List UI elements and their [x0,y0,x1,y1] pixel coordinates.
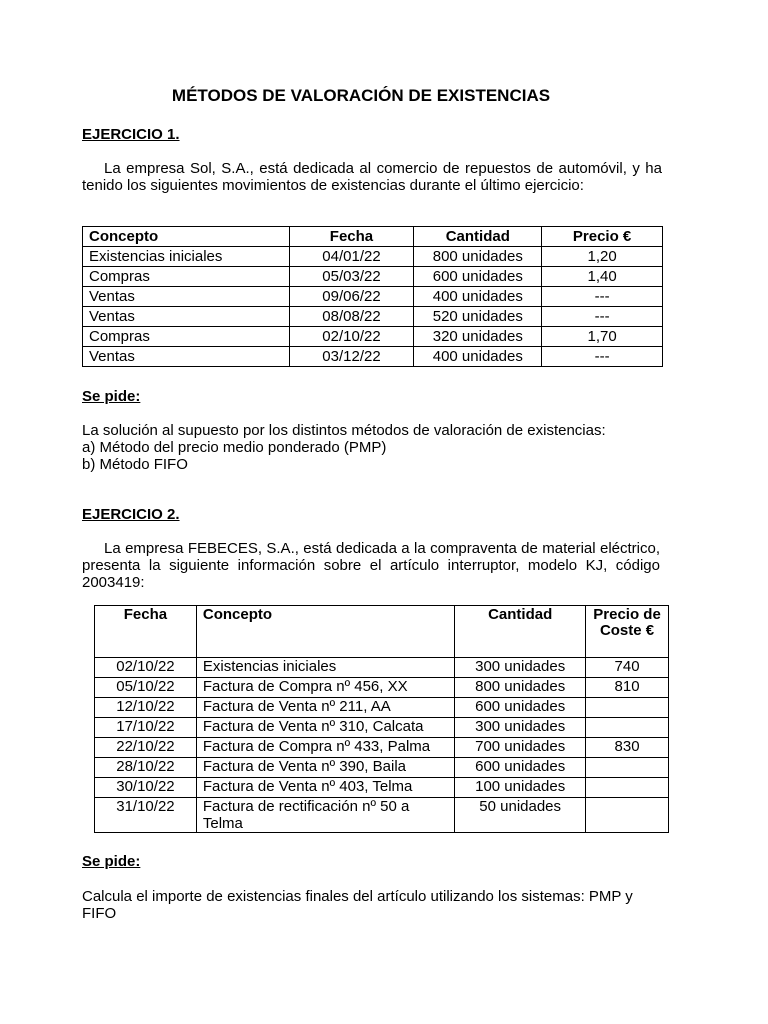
table-cell: --- [542,287,663,307]
column-header: Concepto [196,606,454,658]
table-cell: 02/10/22 [289,327,414,347]
task-line: La solución al supuesto por los distintos métodos de valoración de existencias: [82,422,606,439]
column-header: Precio de Coste € [586,606,669,658]
column-header: Concepto [83,227,290,247]
table-header-row [95,606,669,658]
table-cell: 04/01/22 [289,247,414,267]
table-cell [586,698,669,718]
table-cell: 28/10/22 [95,758,197,778]
table-cell: Factura de Venta nº 390, Baila [196,758,454,778]
table-row [83,347,663,367]
table-cell: 05/03/22 [289,267,414,287]
table-cell: Factura de Venta nº 211, AA [196,698,454,718]
table-row [83,287,663,307]
table-cell: 1,40 [542,267,663,287]
table-cell [586,718,669,738]
table-row [95,658,669,678]
table-cell: 100 unidades [455,778,586,798]
table-cell: 03/12/22 [289,347,414,367]
table-cell: 08/08/22 [289,307,414,327]
task-line: b) Método FIFO [82,456,188,473]
table-cell: Factura de Compra nº 433, Palma [196,738,454,758]
table-cell: Factura de Venta nº 310, Calcata [196,718,454,738]
table-cell: 300 unidades [455,658,586,678]
table-cell: 12/10/22 [95,698,197,718]
column-header: Precio € [542,227,663,247]
exercise-2-table [94,605,669,833]
table-cell [586,798,669,833]
table-row [83,267,663,287]
table-cell: Compras [83,327,290,347]
column-header: Cantidad [414,227,542,247]
table-cell: Compras [83,267,290,287]
exercise-1-task-list [82,422,662,473]
table-cell: --- [542,347,663,367]
table-cell: 600 unidades [455,698,586,718]
exercise-2-intro: La empresa FEBECES, S.A., está dedicada a la compraventa de material eléctrico, presenta la siguiente información sobre el artículo interruptor, modelo KJ, código 2003419: [82,540,660,591]
table-cell: Factura de rectificación nº 50 a Telma [196,798,454,833]
table-cell: 400 unidades [414,287,542,307]
table-cell: 1,70 [542,327,663,347]
column-header: Fecha [95,606,197,658]
table-row [95,798,669,833]
table-row [95,758,669,778]
table-cell: Ventas [83,307,290,327]
table-cell: Ventas [83,347,290,367]
exercise-2-task: Calcula el importe de existencias finales del artículo utilizando los sistemas: PMP y FIFO [82,888,633,922]
exercise-1-table [82,226,663,367]
table-cell: 600 unidades [414,267,542,287]
exercise-1-se-pide: Se pide: [82,388,141,405]
table-row [83,327,663,347]
task-line: a) Método del precio medio ponderado (PMP) [82,439,387,456]
table-cell: 800 unidades [455,678,586,698]
table-cell: 05/10/22 [95,678,197,698]
column-header: Cantidad [455,606,586,658]
table-cell: 740 [586,658,669,678]
table-cell: 22/10/22 [95,738,197,758]
table-row [95,698,669,718]
table-cell: 400 unidades [414,347,542,367]
table-cell: 600 unidades [455,758,586,778]
table-cell [586,778,669,798]
table-row [95,718,669,738]
table-cell: 800 unidades [414,247,542,267]
table-cell: --- [542,307,663,327]
table-cell: 17/10/22 [95,718,197,738]
table-row [83,247,663,267]
table-row [95,778,669,798]
table-row [83,307,663,327]
table-cell: 300 unidades [455,718,586,738]
exercise-1-intro: La empresa Sol, S.A., está dedicada al comercio de repuestos de automóvil, y ha tenido los siguientes movimientos de existencias durante el último ejercicio: [82,160,662,194]
table-cell: Ventas [83,287,290,307]
table-cell: 09/06/22 [289,287,414,307]
table-cell: 810 [586,678,669,698]
table-cell: 1,20 [542,247,663,267]
table-cell: 50 unidades [455,798,586,833]
table-cell: 31/10/22 [95,798,197,833]
exercise-2-heading: EJERCICIO 2. [82,506,180,523]
table-cell: 520 unidades [414,307,542,327]
table-header-row [83,227,663,247]
table-cell [586,758,669,778]
table-cell: Factura de Venta nº 403, Telma [196,778,454,798]
table-cell: Existencias iniciales [83,247,290,267]
table-cell: 02/10/22 [95,658,197,678]
page-title: MÉTODOS DE VALORACIÓN DE EXISTENCIAS [171,86,551,105]
table-cell: Existencias iniciales [196,658,454,678]
exercise-2-se-pide: Se pide: [82,853,141,870]
column-header: Fecha [289,227,414,247]
table-row [95,738,669,758]
table-cell: 830 [586,738,669,758]
table-row [95,678,669,698]
table-cell: 30/10/22 [95,778,197,798]
exercise-1-heading: EJERCICIO 1. [82,126,180,143]
table-cell: Factura de Compra nº 456, XX [196,678,454,698]
table-cell: 320 unidades [414,327,542,347]
table-cell: 700 unidades [455,738,586,758]
